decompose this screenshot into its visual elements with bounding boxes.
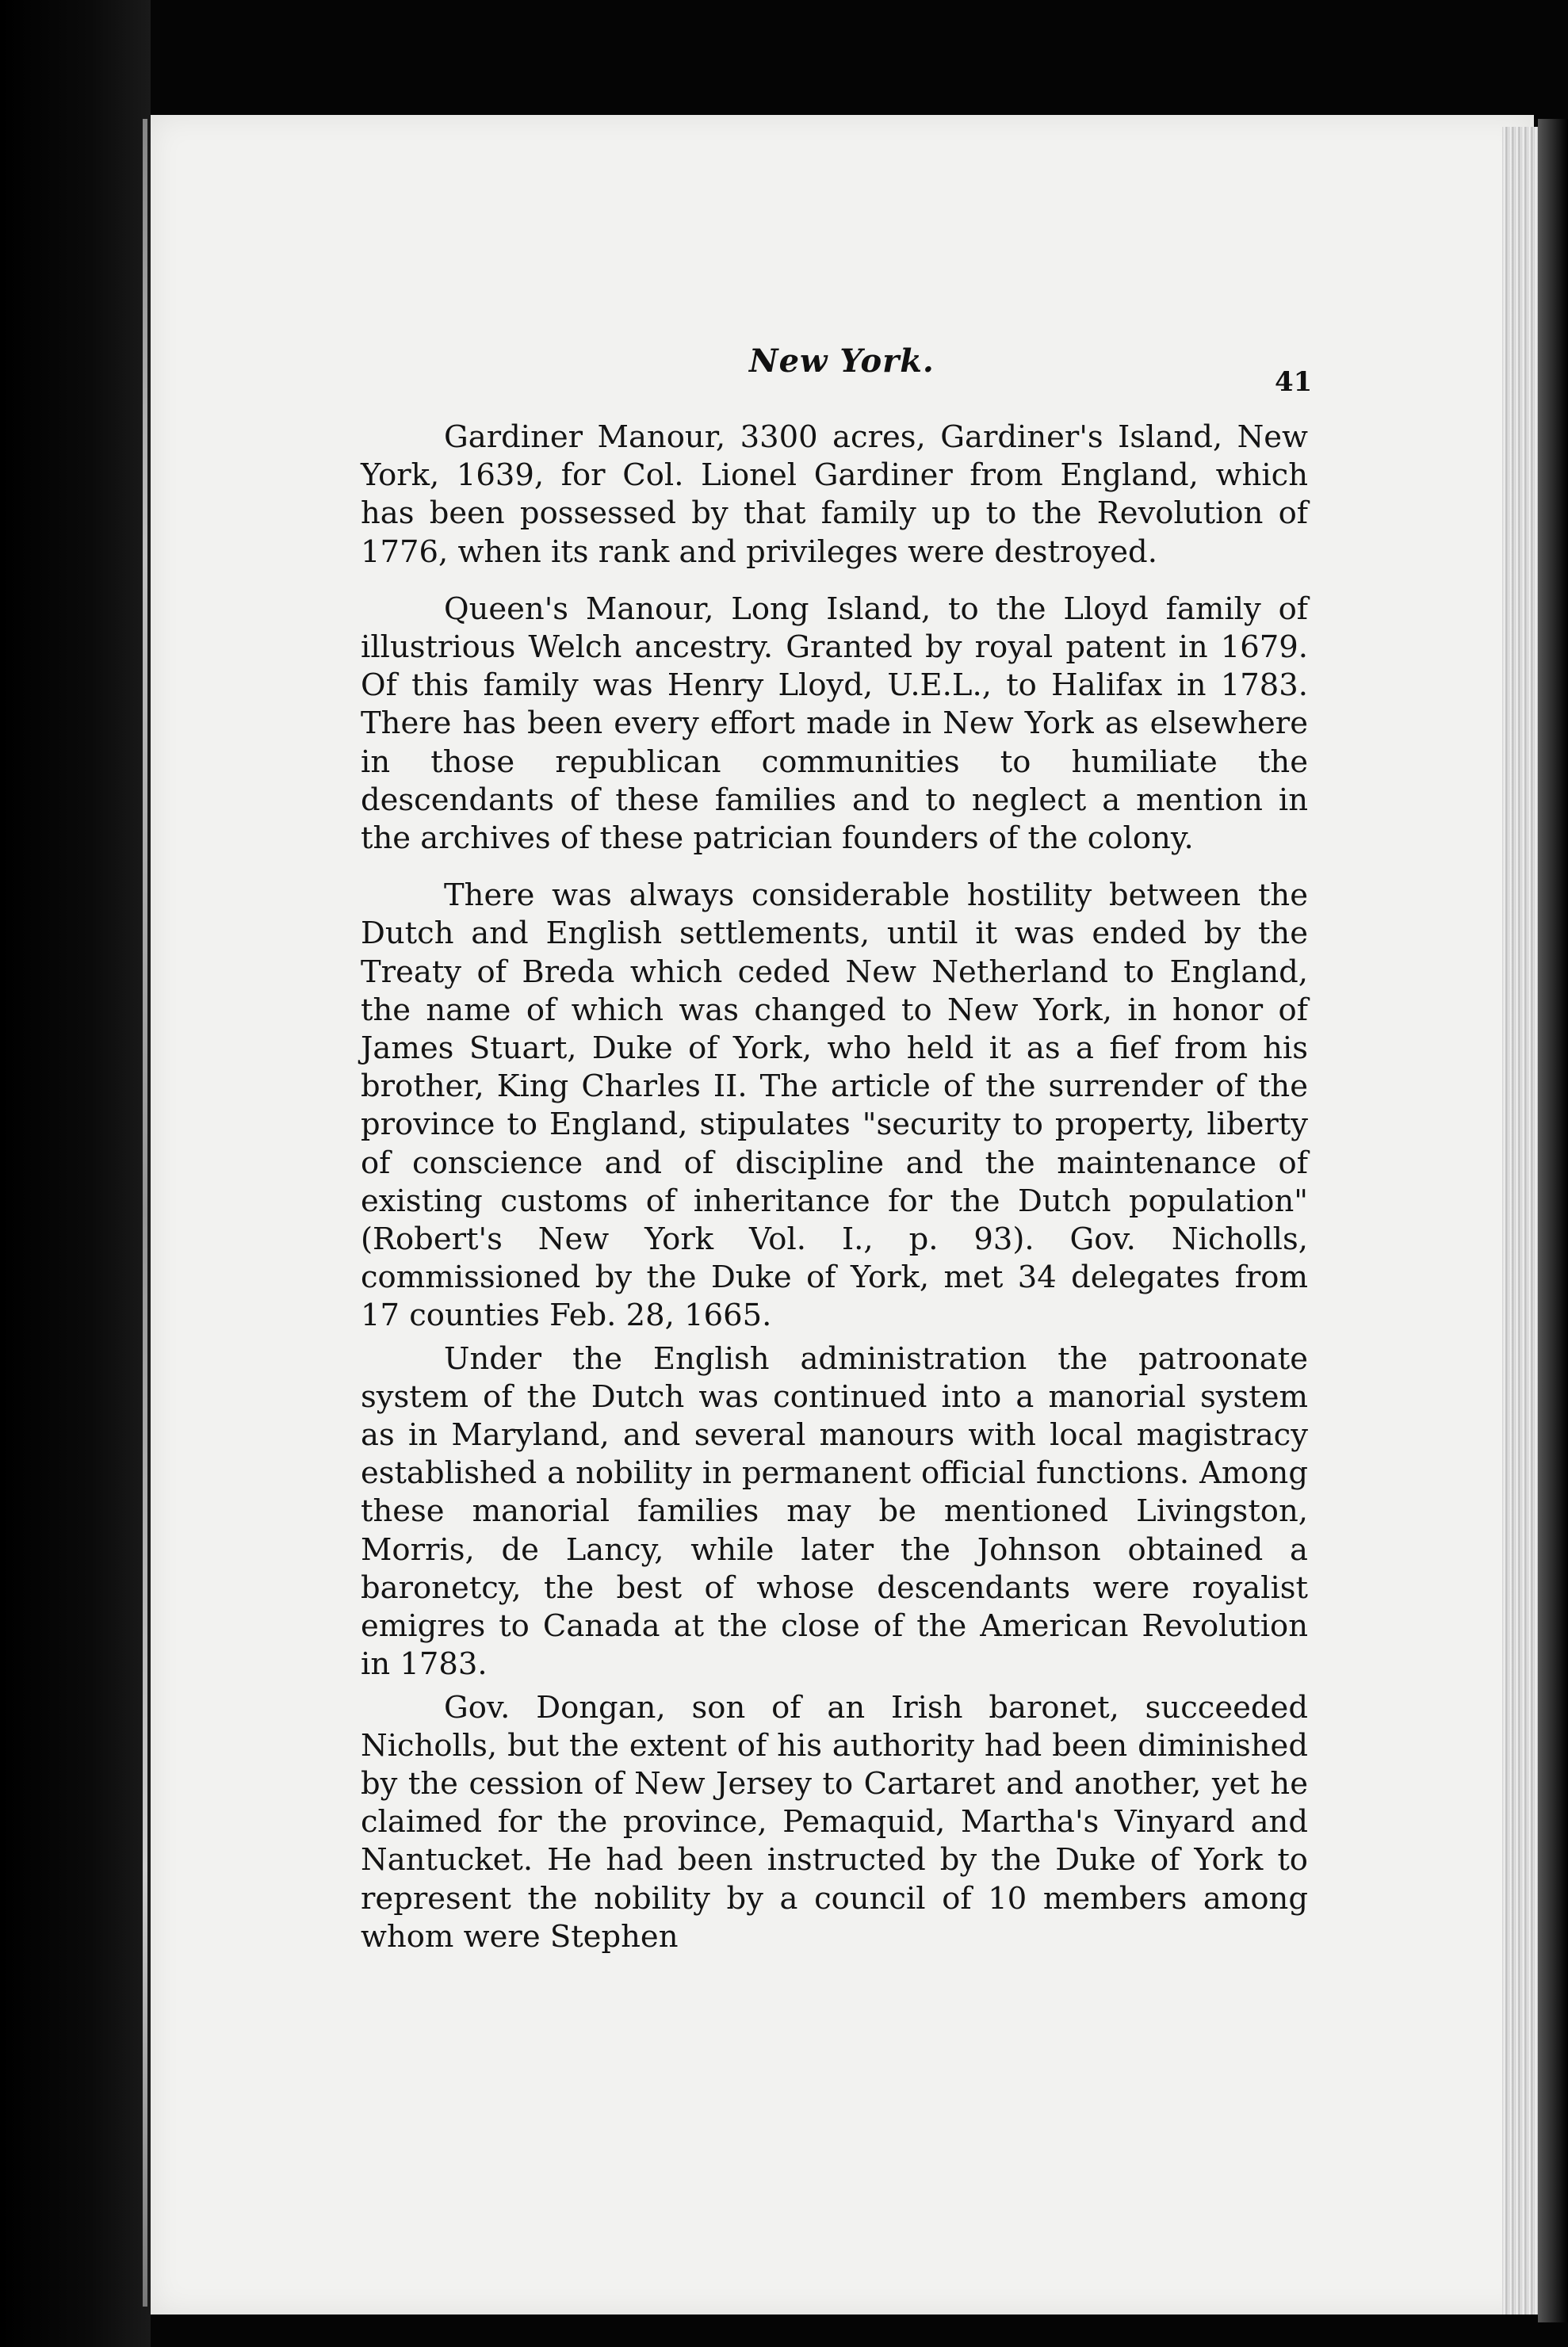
scan-right-margin xyxy=(1538,119,1568,2322)
running-head: New York. xyxy=(749,342,935,380)
paragraph-queens-manour: Queen's Manour, Long Island, to the Lloyd family of illustrious Welch ancestry. Granted by royal patent in 1679. Of this family was Henry Lloyd, U.E.L., to Halifax in 1783. There has been every effort made in New York as elsewhere in those republican communities to humiliate the descendants of these families and to neglect a mention in the archives of these patrician founders of the colony. xyxy=(361,591,1308,857)
page-gutter-edge xyxy=(143,119,147,2307)
page-number: 41 xyxy=(1275,366,1313,398)
paragraph-gardiner-manour: Gardiner Manour, 3300 acres, Gardiner's Island, New York, 1639, for Col. Lionel Gardiner from England, which has been possessed by that family up to the Revolution of 1776, when its rank and privileges were destroyed. xyxy=(361,419,1308,570)
paragraph-gov-dongan: Gov. Dongan, son of an Irish baronet, succeeded Nicholls, but the extent of his authority had been diminished by the cession of New Jersey to Cartaret and another, yet he claimed for the province, Pemaquid, Martha's Vinyard and Nantucket. He had been instructed by the Duke of York to represent the nobility by a council of 10 members among whom were Stephen xyxy=(361,1689,1308,1955)
scan-left-margin xyxy=(0,0,151,2347)
page-stack-edge xyxy=(1502,127,1538,2315)
paragraph-dutch-english-hostility: There was always considerable hostility between the Dutch and English settlements, until it was ended by the Treaty of Breda which ceded New Netherland to England, the name of which was changed to New York, in honor of James Stuart, Duke of York, who held it as a fief from his brother, King Charles II. The article of the surrender of the province to England, stipulates "security to property, liberty of conscience and of discipline and the maintenance of existing customs of inheritance for the Dutch population" (Robert's New York Vol. I., p. 93). Gov. Nicholls, commissioned by the Duke of York, met 34 delegates from 17 counties Feb. 28, 1665. xyxy=(361,877,1308,1334)
paragraph-english-administration: Under the English administration the patroonate system of the Dutch was continued into a manorial system as in Maryland, and several manours with local magistracy established a nobility in permanent official functions. Among these manorial families may be mentioned Livingston, Morris, de Lancy, while later the Johnson obtained a baronetcy, the best of whose descendants were royalist emigres to Canada at the close of the American Revolution in 1783. xyxy=(361,1340,1308,1683)
page-body xyxy=(361,419,1308,1956)
